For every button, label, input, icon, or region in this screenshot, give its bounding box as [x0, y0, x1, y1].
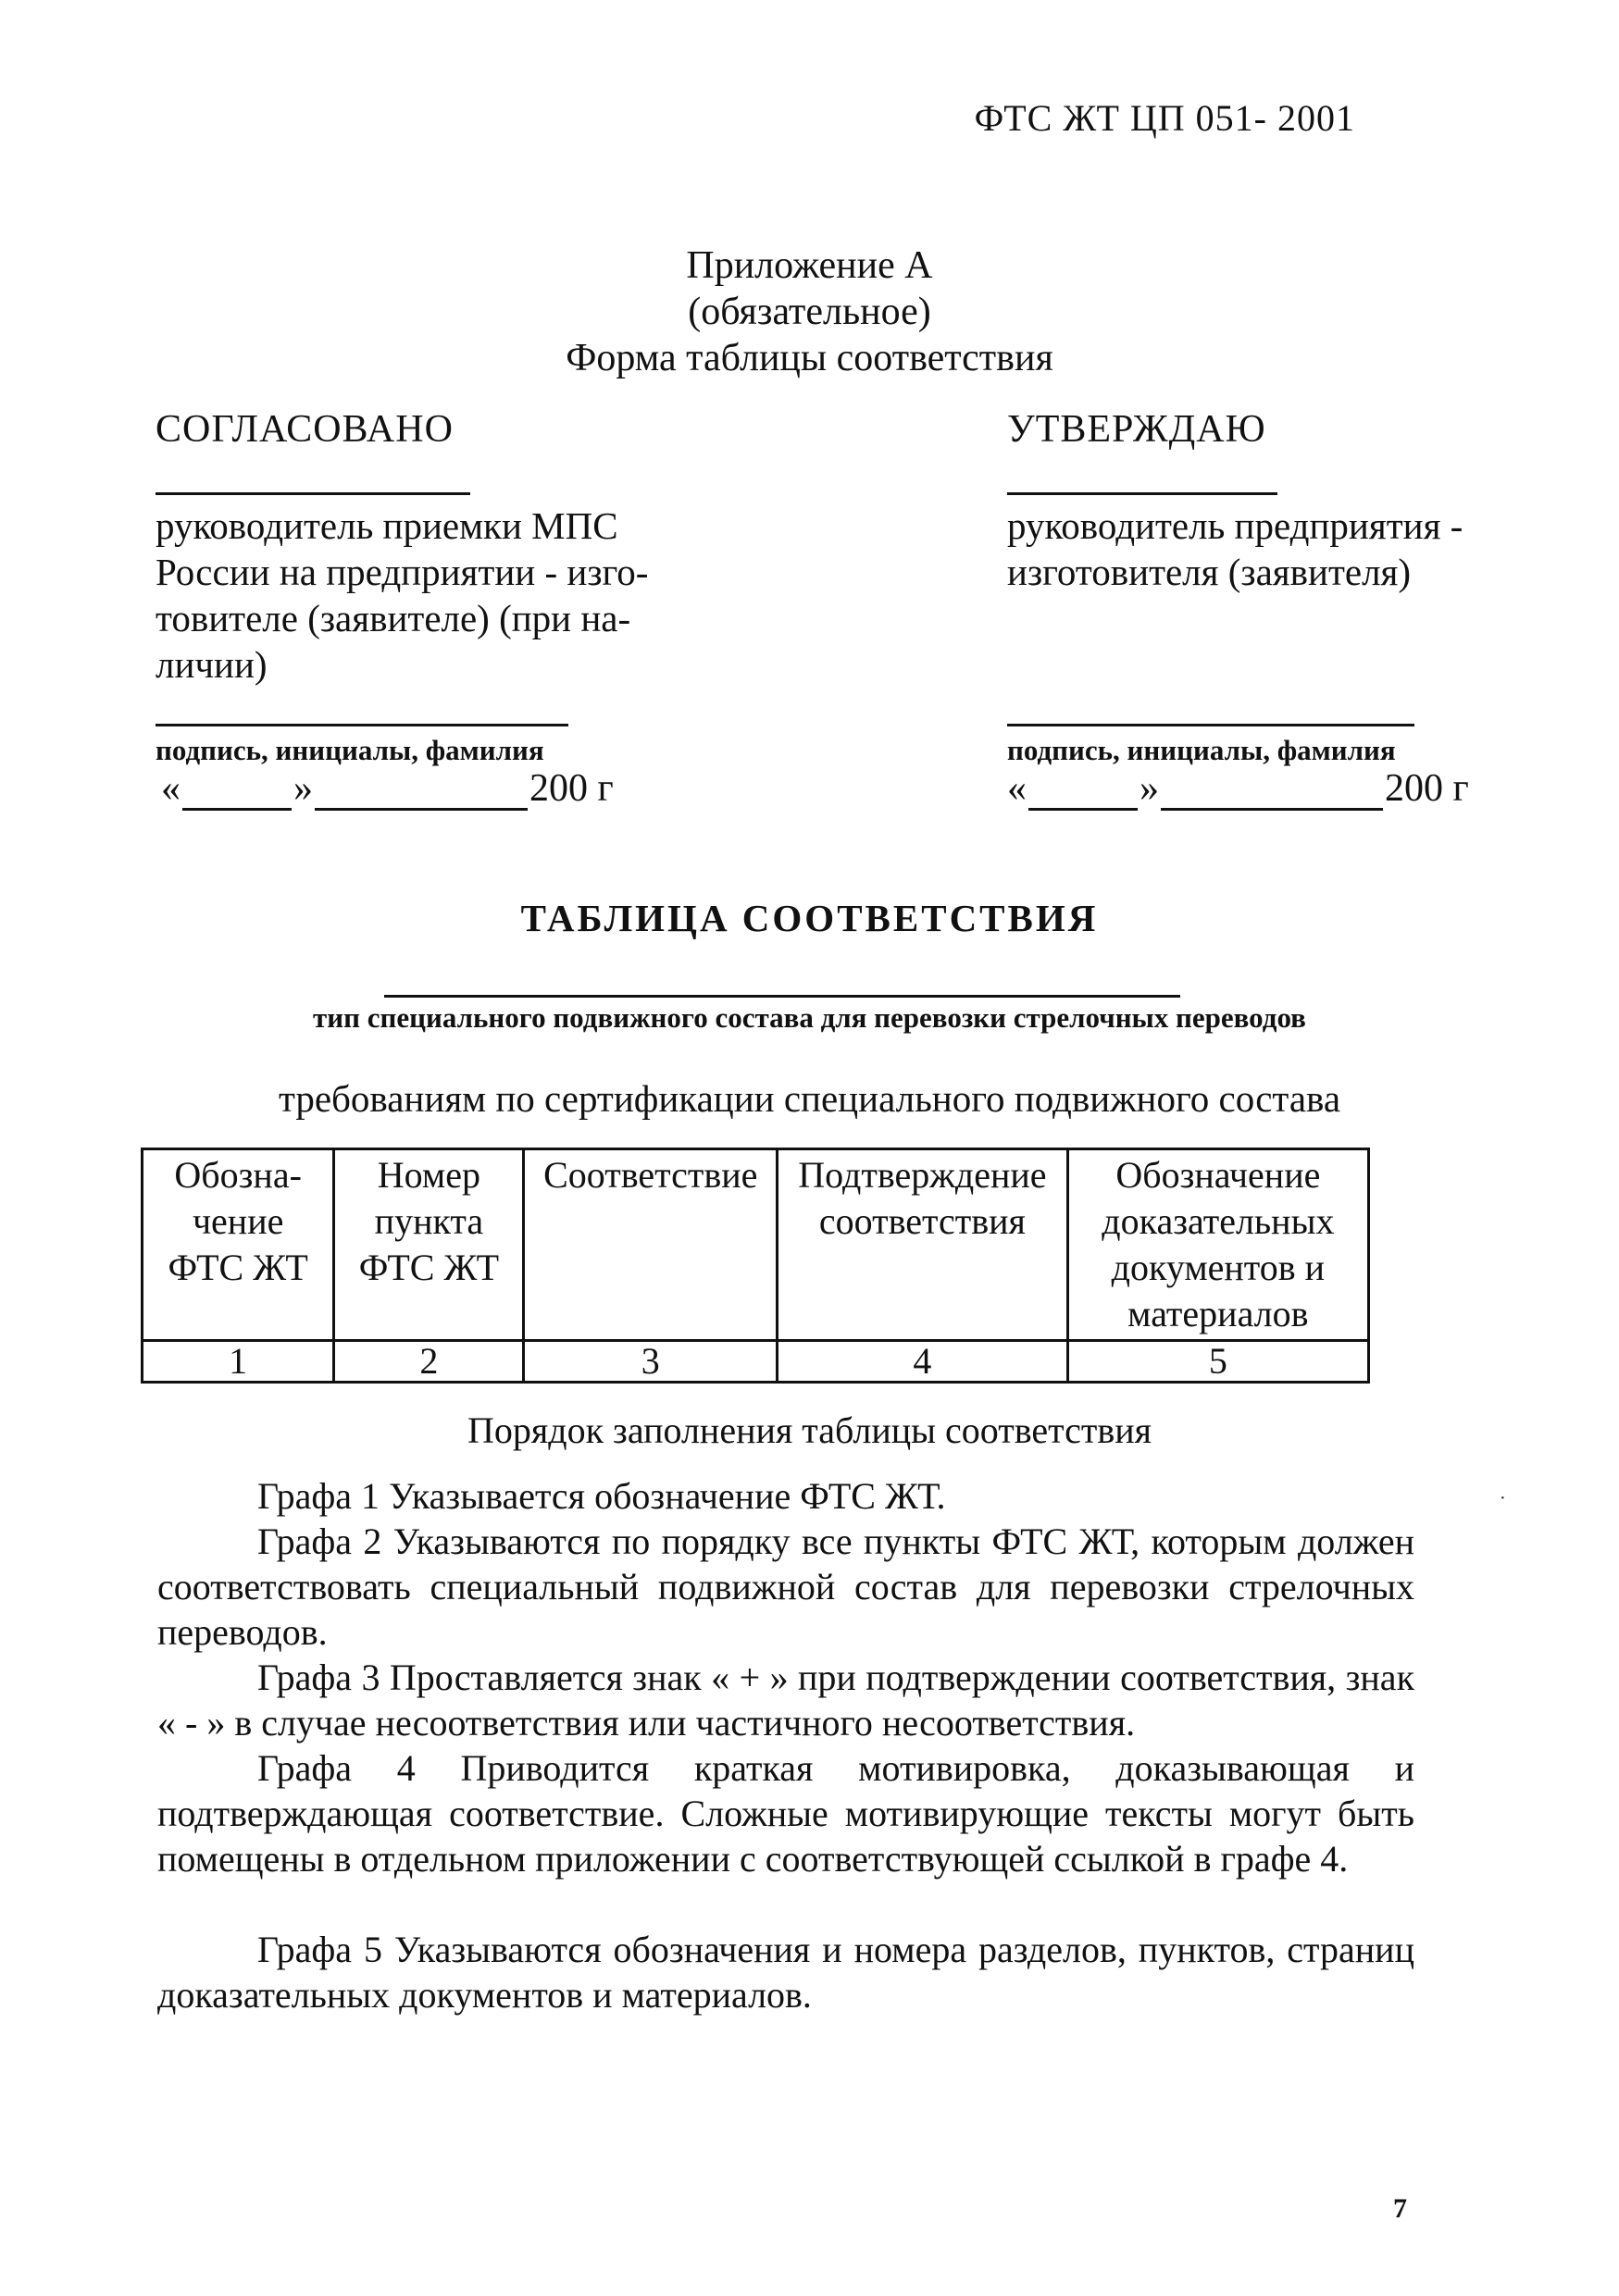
approved-month-blank: [1161, 780, 1383, 811]
scan-speck: ·: [1500, 1488, 1506, 1508]
approved-day-blank: [1028, 780, 1138, 811]
agreed-role-line: личии): [156, 643, 268, 686]
header-text: Обозначение: [1115, 1154, 1321, 1196]
table-header-row: [143, 1149, 1369, 1341]
paragraph-column-4: [157, 1745, 1414, 1881]
agreed-role-line: товителе (заявителе) (при на-: [156, 597, 631, 639]
agreed-month-blank: [315, 780, 528, 811]
approved-role-line: руководитель предприятия -: [1007, 504, 1463, 547]
agreed-date-line: [161, 766, 614, 811]
page-number: 7: [1393, 2193, 1407, 2224]
column-number: 5: [1067, 1341, 1368, 1383]
agreed-heading: СОГЛАСОВАНО: [156, 408, 454, 451]
approved-signature-label: подпись, инициалы, фамилия: [1007, 734, 1396, 766]
column-number: 1: [143, 1341, 334, 1383]
approved-date-year: 200 г: [1385, 767, 1469, 810]
header-text: соответствия: [818, 1200, 1026, 1242]
approved-role: [1007, 503, 1463, 595]
agreed-date-close-quote: »: [293, 767, 313, 810]
header-cell-clause-number: [334, 1149, 524, 1341]
agreed-role-line: руководитель приемки МПС: [156, 504, 618, 547]
approved-role-line: изготовителя (заявителя): [1007, 551, 1412, 593]
approved-signature-rule: [1007, 724, 1414, 726]
header-text: пункта: [374, 1200, 484, 1242]
paragraph-text: Графа 1 Указывается обозначение ФТС ЖТ.: [257, 1475, 946, 1517]
header-text: Подтверждение: [798, 1154, 1047, 1196]
column-number: 3: [524, 1341, 778, 1383]
header-cell-designation: [143, 1149, 334, 1341]
column-number: 4: [778, 1341, 1068, 1383]
agreed-signature-rule: [156, 724, 568, 726]
header-text: Номер: [377, 1154, 480, 1196]
header-text: ФТС ЖТ: [168, 1247, 308, 1288]
requirements-line: требованиям по сертификации специального подвижного состава: [278, 1077, 1341, 1120]
agreed-day-blank: [182, 780, 292, 811]
approved-date-close-quote: »: [1140, 767, 1159, 810]
order-title: Порядок заполнения таблицы соответствия: [467, 1409, 1152, 1451]
header-cell-confirmation: [778, 1149, 1068, 1341]
approved-heading: УТВЕРЖДАЮ: [1007, 408, 1266, 451]
type-fill-line: [384, 995, 1180, 998]
paragraph-column-3: [157, 1655, 1414, 1745]
appendix-title: Приложение А: [686, 244, 933, 287]
appendix-status: (обязательное): [688, 291, 931, 333]
paragraph-column-1: [157, 1473, 1414, 1519]
type-caption: тип специального подвижного состава для перевозки стрелочных переводов: [313, 1001, 1306, 1034]
conformity-table: [141, 1148, 1370, 1384]
appendix-form-name: Форма таблицы соответствия: [566, 337, 1053, 379]
header-cell-conformity: [524, 1149, 778, 1341]
header-text: чение: [192, 1200, 284, 1242]
header-text: материалов: [1127, 1293, 1309, 1334]
approved-date-line: [1007, 766, 1469, 811]
appendix-heading: [0, 242, 1619, 381]
paragraph-text: Графа 5 Указываются обозначения и номера разделов, пунктов, страниц доказательных документов и материалов.: [157, 1929, 1414, 2016]
header-text: Обозна-: [174, 1154, 302, 1196]
approved-date-open-quote: «: [1007, 767, 1027, 810]
paragraph-text: Графа 4 Приводится краткая мотивировка, доказывающая и подтверждающая соответствие. Сложные мотивирующие тексты могут быть помещены в отдельном приложении с соответствующей ссылкой в графе 4.: [157, 1747, 1414, 1880]
header-text: ФТС ЖТ: [358, 1247, 500, 1288]
main-title: ТАБЛИЦА СООТВЕТСТВИЯ: [520, 897, 1099, 939]
paragraph-text: Графа 3 Проставляется знак « + » при подтверждении соответствия, знак « - » в случае несоответствия или частичного несоответствия.: [157, 1657, 1414, 1744]
paragraph-column-2: [157, 1519, 1414, 1655]
table-number-row: [143, 1341, 1369, 1383]
paragraph-column-5: [157, 1927, 1414, 2017]
paragraph-text: Графа 2 Указываются по порядку все пункты ФТС ЖТ, которым должен соответствовать специальный подвижной состав для перевозки стрелочных переводов.: [157, 1520, 1414, 1653]
agreed-signature-rule-top: [156, 492, 470, 495]
header-cell-evidence-documents: [1067, 1149, 1368, 1341]
agreed-date-open-quote: «: [161, 767, 181, 810]
agreed-role: [156, 503, 648, 688]
agreed-date-year: 200 г: [529, 767, 614, 810]
agreed-signature-label: подпись, инициалы, фамилия: [156, 734, 544, 766]
document-code: ФТС ЖТ ЦП 051- 2001: [974, 97, 1355, 139]
header-text: Соответствие: [543, 1154, 758, 1196]
header-text: документов и: [1111, 1247, 1326, 1288]
agreed-role-line: России на предприятии - изго-: [156, 551, 649, 593]
approved-signature-rule-top: [1007, 492, 1277, 495]
header-text: доказательных: [1102, 1200, 1335, 1242]
column-number: 2: [334, 1341, 524, 1383]
